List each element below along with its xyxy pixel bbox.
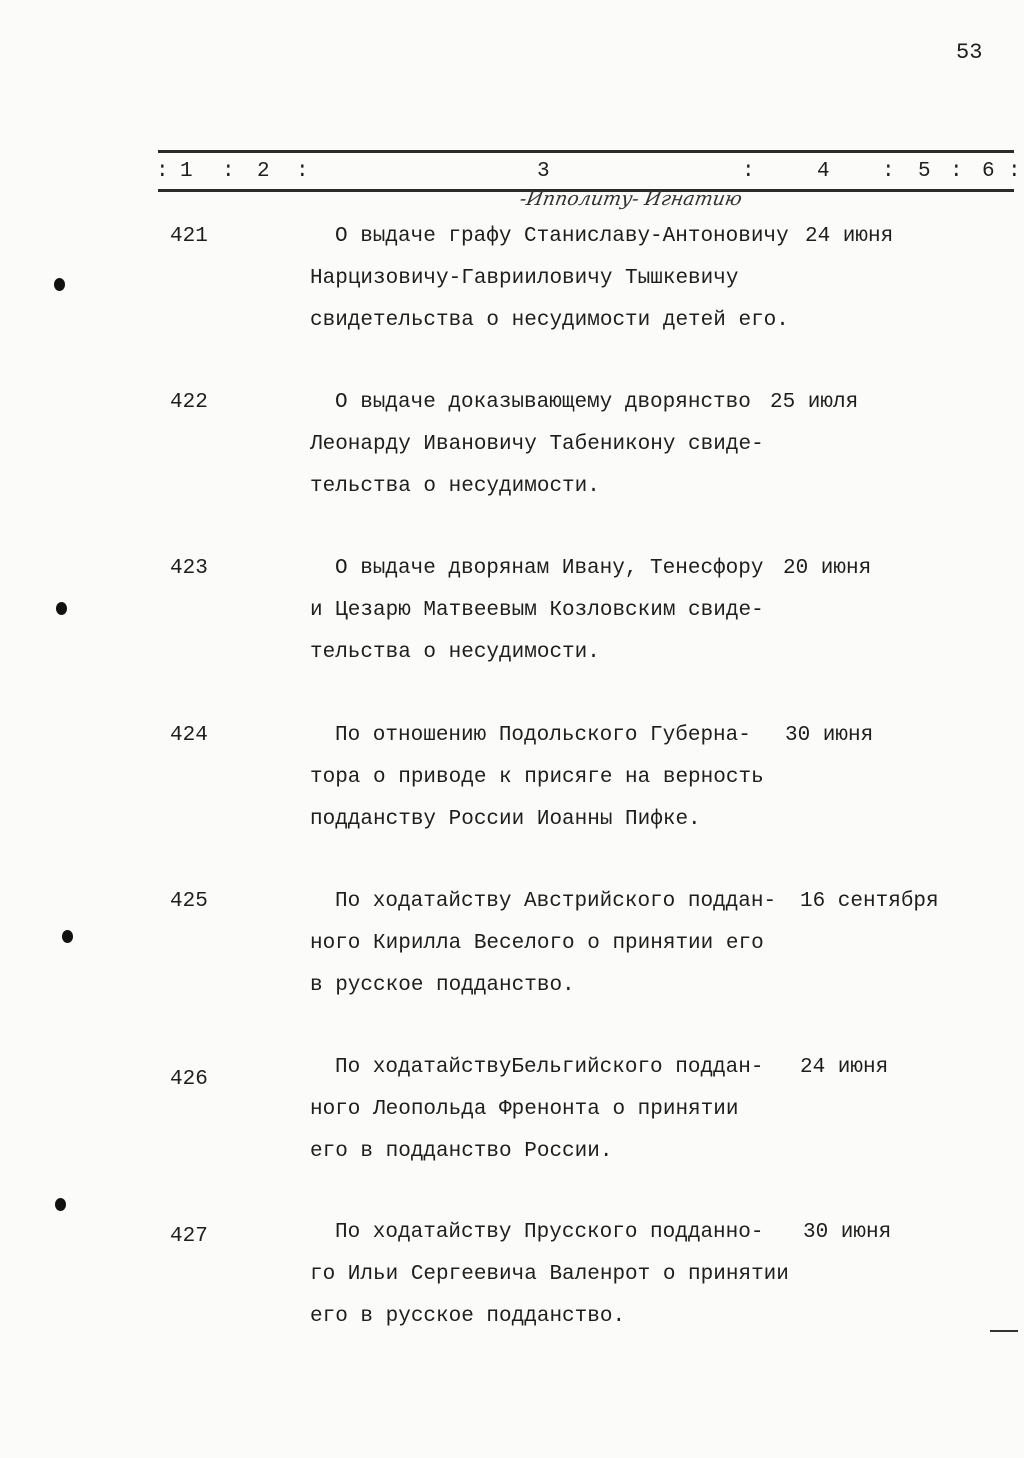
entry-line: По отношению Подольского Губерна-	[335, 724, 751, 747]
entry-422	[0, 391, 1024, 541]
punch-hole-mark	[62, 930, 73, 943]
page-number: 53	[956, 40, 983, 65]
header-sep: :	[296, 160, 309, 183]
punch-hole-mark	[55, 1198, 66, 1211]
entry-line: О выдаче графу Станиславу-Антоновичу	[335, 225, 789, 248]
punch-hole-mark	[54, 278, 65, 291]
entry-line: Леонарду Ивановичу Табеникону свиде-	[310, 433, 764, 456]
punch-hole-mark	[56, 602, 67, 615]
header-col-2: 2	[257, 160, 270, 183]
entry-421	[0, 225, 1024, 375]
entry-line: ного Леопольда Френонта о принятии	[310, 1098, 739, 1121]
entry-line: и Цезарю Матвеевым Козловским свиде-	[310, 599, 764, 622]
entry-427	[0, 1221, 1024, 1371]
entry-date: 24 июня	[805, 225, 894, 248]
entry-line: По ходатайствуБельгийского поддан-	[335, 1056, 764, 1079]
entry-date: 24 июня	[800, 1056, 889, 1079]
header-col-4: 4	[817, 160, 830, 183]
header-rule-top	[158, 150, 1014, 153]
header-sep: :	[1008, 160, 1021, 183]
entry-line: его в русское подданство.	[310, 1305, 626, 1328]
entry-line: Нарцизовичу-Гавриилoвичу Тышкевичу	[310, 267, 739, 290]
entry-line: О выдаче доказывающему дворянство	[335, 391, 751, 414]
entry-line: тельства о несудимости.	[310, 641, 600, 664]
header-sep: :	[222, 160, 235, 183]
entry-date: 16 сентября	[800, 890, 939, 913]
entry-date: 20 июня	[783, 557, 872, 580]
entry-line: По ходатайству Прусского подданно-	[335, 1221, 764, 1244]
entry-date: 30 июня	[803, 1221, 892, 1244]
entry-number: 425	[170, 890, 208, 913]
header-col-1: 1	[180, 160, 193, 183]
entry-424	[0, 724, 1024, 874]
header-col-6: 6	[982, 160, 995, 183]
entry-423	[0, 557, 1024, 707]
entry-number: 423	[170, 557, 208, 580]
entry-line: тора о приводе к присяге на верность	[310, 766, 764, 789]
entry-line: тельства о несудимости.	[310, 475, 600, 498]
header-sep: :	[882, 160, 895, 183]
entry-line: в русское подданство.	[310, 974, 575, 997]
entry-425	[0, 890, 1024, 1040]
margin-mark	[990, 1330, 1018, 1332]
handwritten-note: -Ипполиту- Игнатию	[518, 188, 744, 210]
header-col-3: 3	[537, 160, 550, 183]
entry-line: свидетельства о несудимости детей его.	[310, 309, 789, 332]
entry-line: го Ильи Сергеевича Валенрот о принятии	[310, 1263, 789, 1286]
header-sep: :	[742, 160, 755, 183]
entry-line: подданству России Иоанны Пифке.	[310, 808, 701, 831]
entry-line: По ходатайству Австрийского поддан-	[335, 890, 777, 913]
entry-number: 421	[170, 225, 208, 248]
entry-number: 426	[170, 1068, 208, 1091]
entry-date: 25 июля	[770, 391, 859, 414]
entry-426	[0, 1056, 1024, 1206]
entry-line: его в подданство России.	[310, 1140, 613, 1163]
entry-date: 30 июня	[785, 724, 874, 747]
entry-number: 427	[170, 1225, 208, 1248]
header-col-5: 5	[918, 160, 931, 183]
entry-number: 424	[170, 724, 208, 747]
entry-number: 422	[170, 391, 208, 414]
header-sep: :	[156, 160, 169, 183]
header-sep: :	[950, 160, 963, 183]
entry-line: О выдаче дворянам Ивану, Тенесфору	[335, 557, 764, 580]
entry-line: ного Кирилла Веселого о принятии его	[310, 932, 764, 955]
